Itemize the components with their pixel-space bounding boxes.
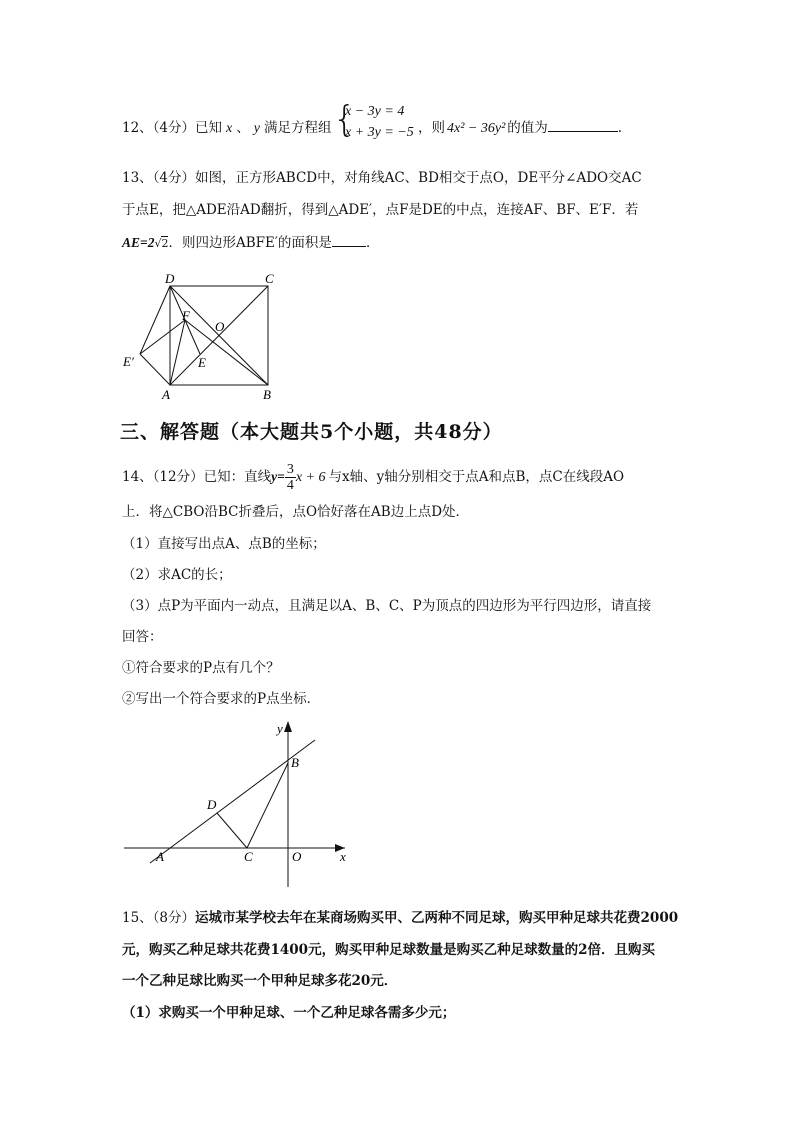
label-o: O [215, 319, 225, 334]
q13-score: （4分） [152, 170, 196, 186]
q13-ae: AE=2 [122, 235, 155, 250]
label-x: x [340, 849, 346, 864]
q13-number: 13、 [122, 170, 153, 186]
q14-part1: （1）直接写出点A、点B的坐标； [122, 536, 326, 552]
q13-line2: 于点E，把△ADE沿AD翻折，得到△ADE′，点F是DE的中点，连接AF、BF、E′F．若 [122, 202, 639, 218]
q14-fraction [285, 462, 296, 493]
q13-line1-text: 如图，正方形ABCD中，对角线AC、BD相交于点O，DE平分∠ADO交AC [195, 170, 642, 186]
label-b: B [291, 755, 299, 770]
q14-intro-b: 与x轴、y轴分别相交于点A和点B，点C在线段AO [328, 469, 625, 485]
q12-tail [418, 116, 622, 137]
q14-frac-num: 3 [286, 462, 294, 477]
label-d: D [207, 797, 217, 812]
q12-end: . [617, 120, 623, 136]
q12-number: 12、 [122, 120, 153, 136]
label-e-prime: E′ [123, 354, 134, 369]
q14-part3-a: （3）点P为平面内一动点，且满足以A、B、C、P为顶点的四边形为平行四边形，请直接 [122, 598, 652, 614]
label-y: y [277, 721, 283, 736]
q12-var-x: x [226, 121, 233, 136]
q15-number: 15、 [122, 910, 153, 926]
seg-bf [185, 320, 268, 385]
q15-line3: 一个乙种足球比购买一个甲种足球多花20元． [122, 973, 398, 989]
seg-ae-prime [140, 354, 170, 385]
label-a: A [156, 849, 164, 864]
figure-14 [120, 715, 360, 895]
q12-suffix: 的值为 [507, 120, 548, 136]
figure-13 [120, 268, 290, 403]
q13-sqrt-arg: 2 [161, 237, 169, 250]
q12-mid: 满足方程组 [263, 120, 332, 136]
q13-answer-blank[interactable] [332, 232, 366, 247]
q14-number: 14、 [122, 469, 153, 485]
q12-var-y: y [253, 121, 260, 136]
label-c: C [244, 849, 253, 864]
q12-sep: 、 [236, 120, 250, 136]
q14-line-rest: x + 6 [295, 470, 326, 485]
q12-eq1: x − 3y = 4 [345, 104, 405, 119]
q12-expr: 4x² − 36y² [447, 121, 506, 136]
label-o: O [292, 849, 302, 864]
q14-sub2: ②写出一个符合要求的P点坐标． [122, 691, 321, 707]
q15-line2: 元，购买乙种足球共花费1400元，购买甲种足球数量是购买乙种足球数量的2倍．且购买 [122, 942, 655, 958]
q14-part3-b: 回答： [122, 629, 163, 645]
seg-de-prime [140, 286, 170, 354]
q15-part1: （1）求购买一个甲种足球、一个乙种足球各需多少元； [122, 1005, 456, 1021]
section-3-title: 三、解答题（本大题共5个小题，共48分） [120, 421, 503, 443]
q14-line1 [122, 462, 624, 493]
q15-line1-text: 运城市某学校去年在某商场购买甲、乙两种不同足球，购买甲种足球共花费2000 [195, 910, 679, 926]
q14-line2: 上．将△CBO沿BC折叠后，点O恰好落在AB边上点D处． [122, 504, 470, 520]
seg-dc [217, 813, 247, 848]
q14-sub1: ①符合要求的P点有几个？ [122, 660, 280, 676]
q14-intro-a: 已知：直线 [203, 469, 272, 485]
label-d: D [165, 271, 175, 286]
q12-score: （4分） [152, 120, 196, 136]
q13-line3 [122, 231, 379, 251]
q14-part2: （2）求AC的长； [122, 567, 232, 583]
q12-brace: { [333, 99, 356, 140]
q15-line1 [122, 906, 678, 926]
label-a: A [162, 387, 170, 402]
q14-y-eq: y= [271, 469, 285, 484]
q13-sqrt: √2 [154, 237, 169, 250]
q14-frac-den: 4 [286, 478, 294, 493]
label-c: C [265, 271, 274, 286]
q13-line3-rest: ．则四边形ABFE′的面积是 [168, 235, 332, 251]
y-axis-arrow [284, 721, 292, 732]
q12-line [122, 116, 331, 137]
q15-score: （8分） [152, 910, 196, 926]
label-f: F [182, 308, 190, 323]
q14-score: （12分） [152, 469, 204, 485]
label-b: B [263, 387, 271, 402]
q13-line1 [122, 166, 642, 186]
q12-after: ，则 [418, 120, 445, 136]
q12-prefix: 已知 [195, 120, 223, 136]
q12-eq2: x + 3y = −5 [345, 125, 414, 140]
q12-answer-blank[interactable] [548, 117, 618, 132]
q13-line3-end: ． [365, 235, 380, 251]
label-e: E [198, 355, 206, 370]
